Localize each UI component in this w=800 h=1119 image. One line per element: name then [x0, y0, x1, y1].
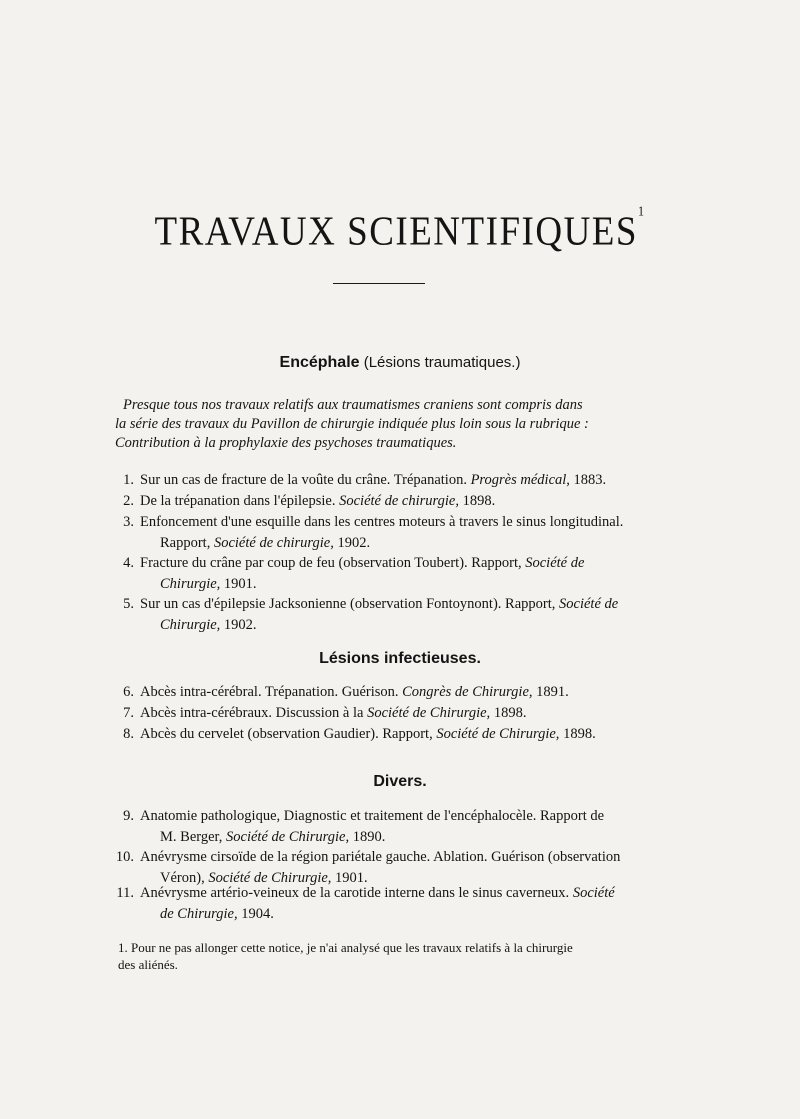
page-title: TRAVAUX SCIENTIFIQUES$^1$	[154, 202, 646, 255]
section-heading-divers: Divers.	[373, 773, 427, 790]
intro-paragraph: Presque tous nos travaux relatifs aux traumatismes craniens sont compris dans la série des travaux du Pavillon de chirurgie indiquée plus loin sous la rubrique : Contribution à la prophylaxie des psychoses traumatiques.	[115, 397, 589, 451]
list-item: 5. Sur un cas d'épilepsie Jacksonienne (observation Fontoynont). Rapport, Société de Chirurgie, 1902.	[123, 596, 619, 633]
list-item: 3. Enfoncement d'une esquille dans les centres moteurs à travers le sinus longitudinal. Rapport, Société de chirurgie, 1902.	[123, 514, 624, 551]
title-rule	[333, 283, 425, 284]
section-heading-infectieuses: Lésions infectieuses.	[319, 650, 481, 667]
list-item: 10. Anévrysme cirsoïde de la région pariétale gauche. Ablation. Guérison (observation Véron), Société de Chirurgie, 1901.	[115, 849, 621, 886]
title-footnote-mark: 1	[637, 202, 646, 219]
list-item: 11. Anévrysme artério-veineux de la carotide interne dans le sinus caverneux. Société de Chirurgie, 1904.	[116, 885, 615, 922]
list-item: 6. Abcès intra-cérébral. Trépanation. Guérison. Congrès de Chirurgie, 1891.	[123, 684, 569, 700]
list-item: 4. Fracture du crâne par coup de feu (observation Toubert). Rapport, Société de Chirurgie, 1901.	[123, 555, 585, 592]
list-item: 8. Abcès du cervelet (observation Gaudier). Rapport, Société de Chirurgie, 1898.	[123, 726, 596, 742]
list-item: 9. Anatomie pathologique, Diagnostic et traitement de l'encéphalocèle. Rapport de M. Berger, Société de Chirurgie, 1890.	[123, 808, 605, 845]
list-item: 7. Abcès intra-cérébraux. Discussion à la Société de Chirurgie, 1898.	[123, 705, 527, 721]
footnote: 1. Pour ne pas allonger cette notice, je n'ai analysé que les travaux relatifs à la chirurgie des aliénés.	[118, 940, 573, 972]
list-item: 1. Sur un cas de fracture de la voûte du crâne. Trépanation. Progrès médical, 1883.	[123, 472, 607, 488]
section-heading-encephale: Encéphale (Lésions traumatiques.)	[279, 354, 521, 371]
list-item: 2. De la trépanation dans l'épilepsie. Société de chirurgie, 1898.	[123, 493, 496, 509]
